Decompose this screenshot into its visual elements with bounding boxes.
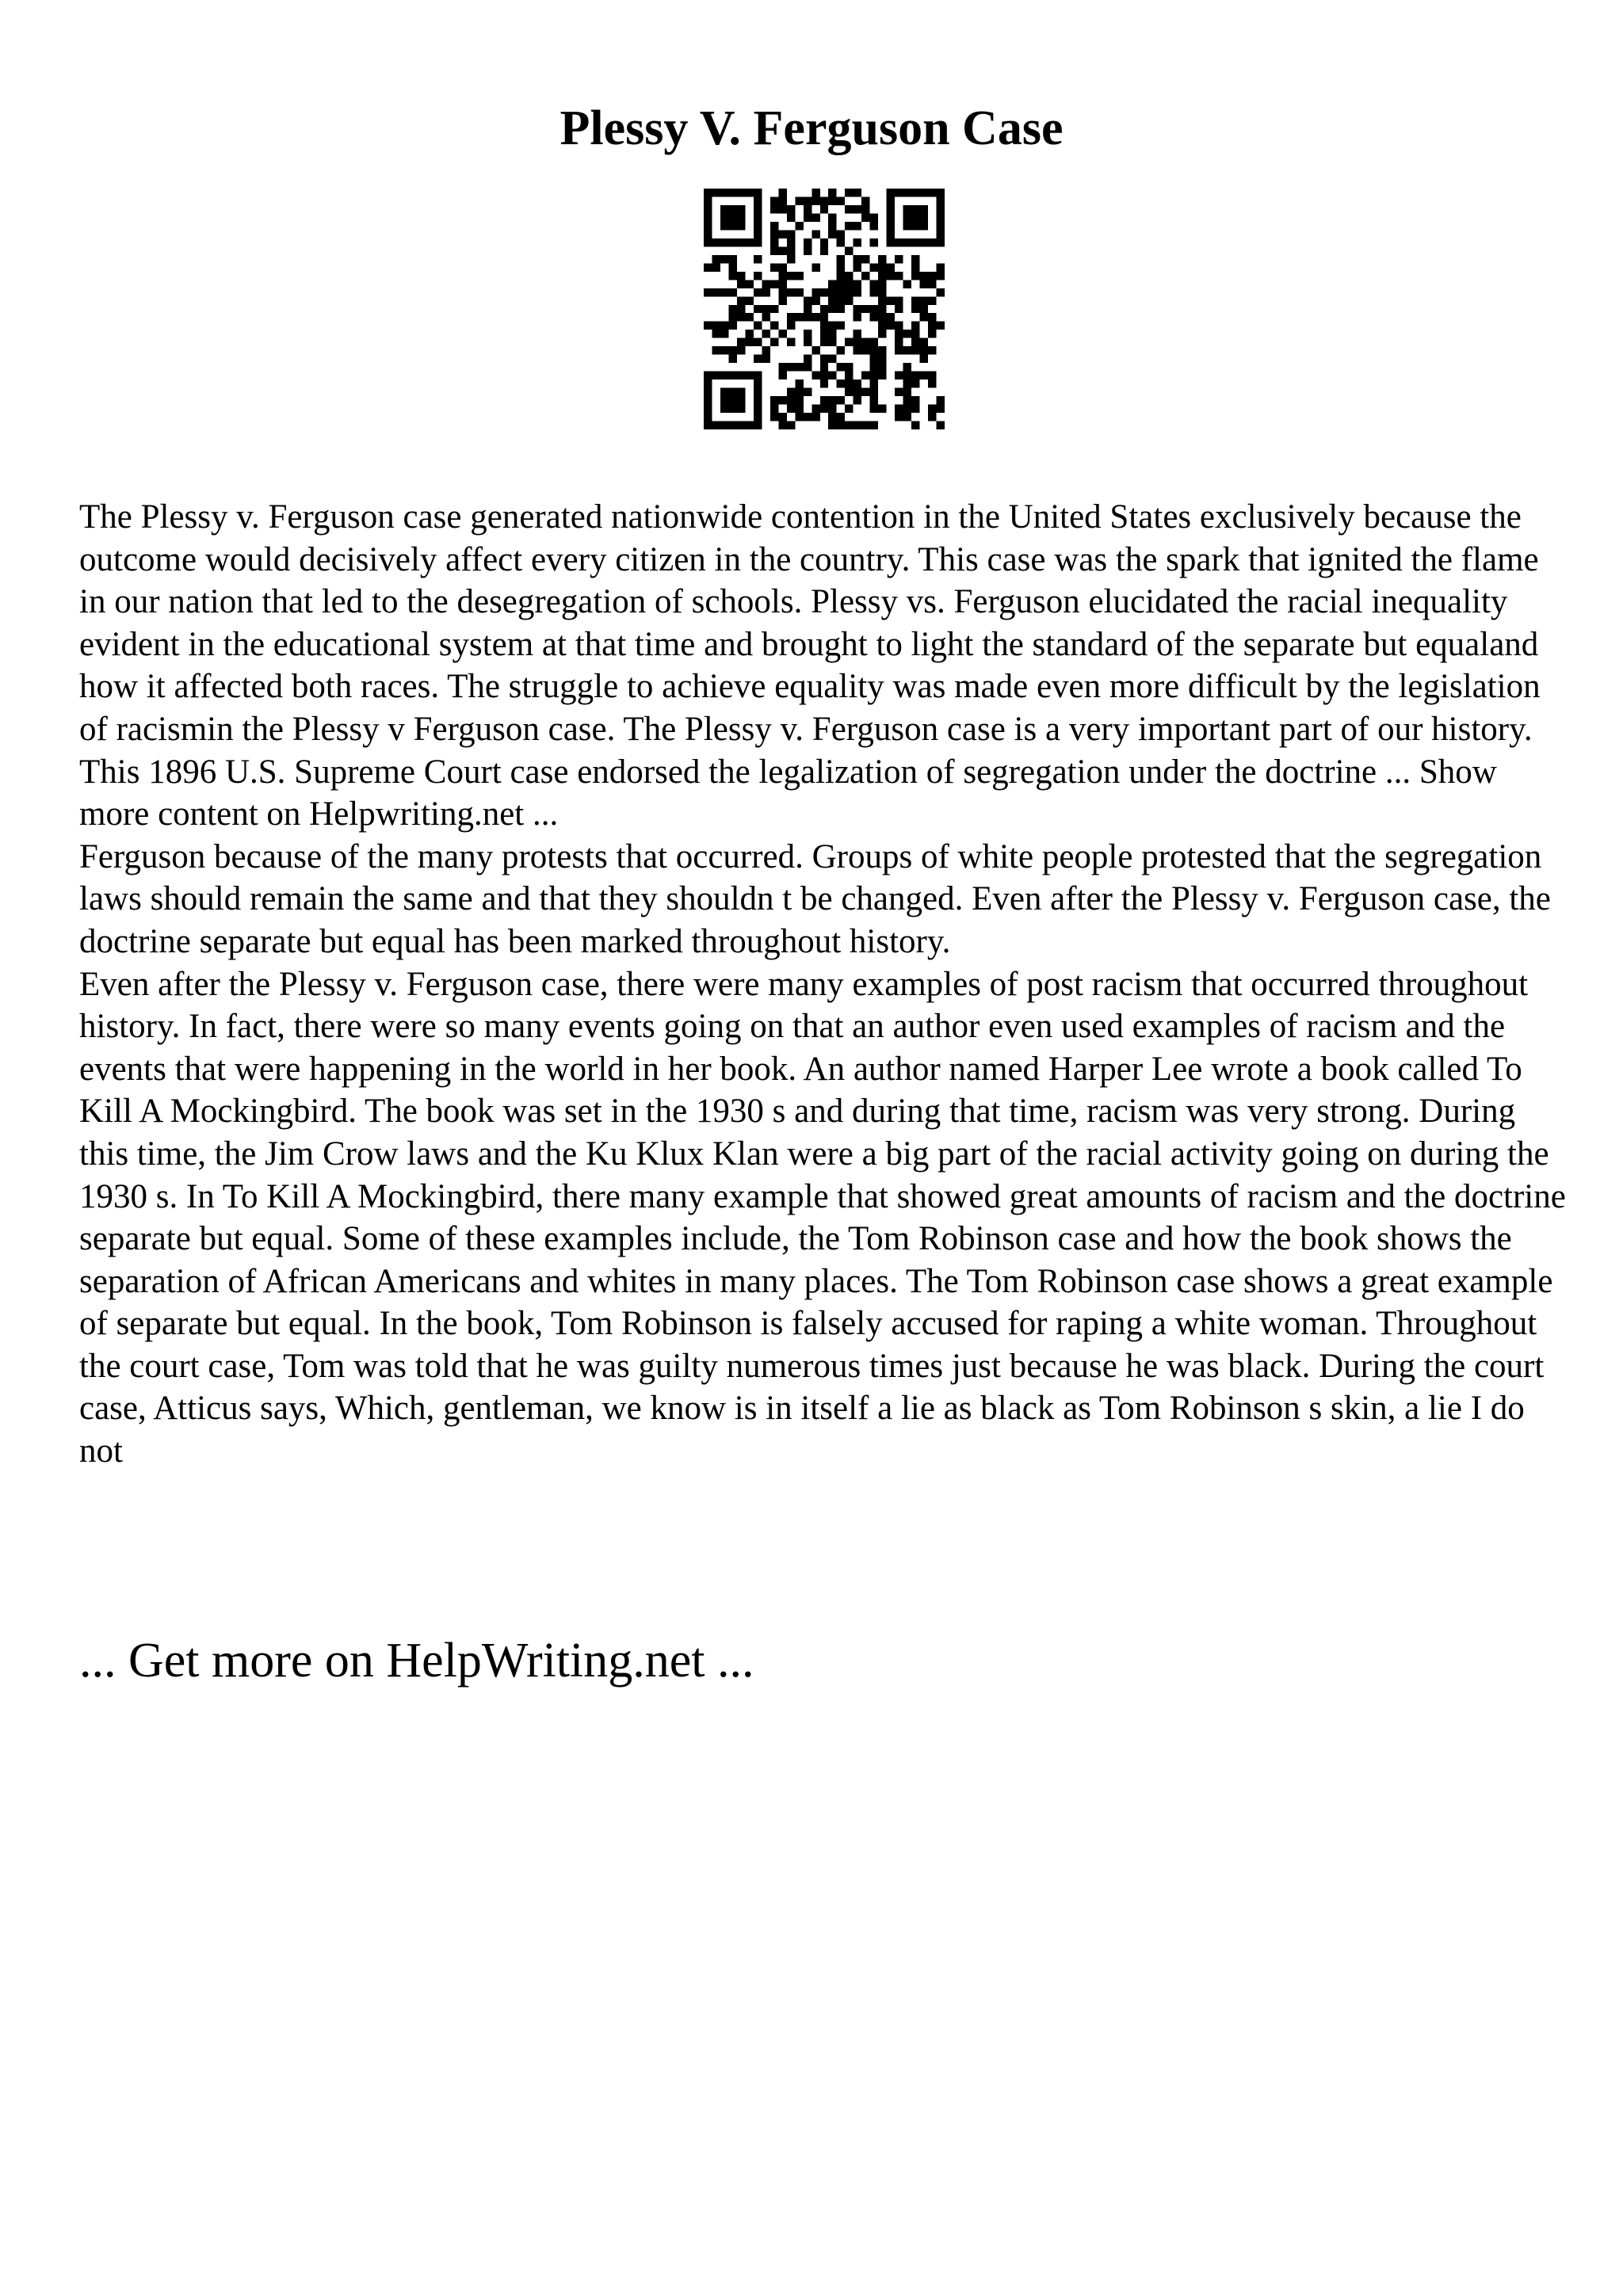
paragraph-protests: Ferguson because of the many protests that occurred. Groups of white people protested that the segregation laws should remain the same and that they shouldn t be changed. Even after the Plessy v. Ferguson case, the doctrine separate but equal has been marked throughout history. (79, 837, 1551, 960)
qr-code-icon[interactable] (704, 189, 945, 429)
document-body (79, 496, 1569, 1473)
paragraph-mockingbird: Even after the Plessy v. Ferguson case, there were many examples of post racism that occurred throughout history. In fact, there were so many events going on that an author even used examples of racism and the events that were happening in the world in her book. An author named Harper Lee wrote a book called To Kill A Mockingbird. The book was set in the 1930 s and during that time, racism was very strong. During this time, the Jim Crow laws and the Ku Klux Klan were a big part of the racial activity going on during the 1930 s. In To Kill A Mockingbird, there many example that showed great amounts of racism and the doctrine separate but equal. Some of these examples include, the Tom Robinson case and how the book shows the separation of African Americans and whites in many places. The Tom Robinson case shows a great example of separate but equal. In the book, Tom Robinson is falsely accused for raping a white woman. Throughout the court case, Tom was told that he was guilty numerous times just because he was black. During the court case, Atticus says, Which, gentleman, we know is in itself a lie as black as Tom Robinson s skin, a lie I do not (79, 965, 1566, 1470)
document-title: Plessy V. Ferguson Case (559, 101, 1064, 155)
get-more-link[interactable]: ... Get more on HelpWriting.net ... (79, 1634, 754, 1688)
paragraph-intro: The Plessy v. Ferguson case generated nationwide contention in the United States exclusively because the outcome would decisively affect every citizen in the country. This case was the spark that ignited the flame in our nation that led to the desegregation of schools. Plessy vs. Ferguson elucidated the racial inequality evident in the educational system at that time and brought to light the standard of the separate but equaland how it affected both races. The struggle to achieve equality was made even more difficult by the legislation of racismin the Plessy v Ferguson case. The Plessy v. Ferguson case is a very important part of our history. This 1896 U.S. Supreme Court case endorsed the legalization of segregation under the doctrine ... Show more content on Helpwriting.net ... (79, 498, 1541, 833)
